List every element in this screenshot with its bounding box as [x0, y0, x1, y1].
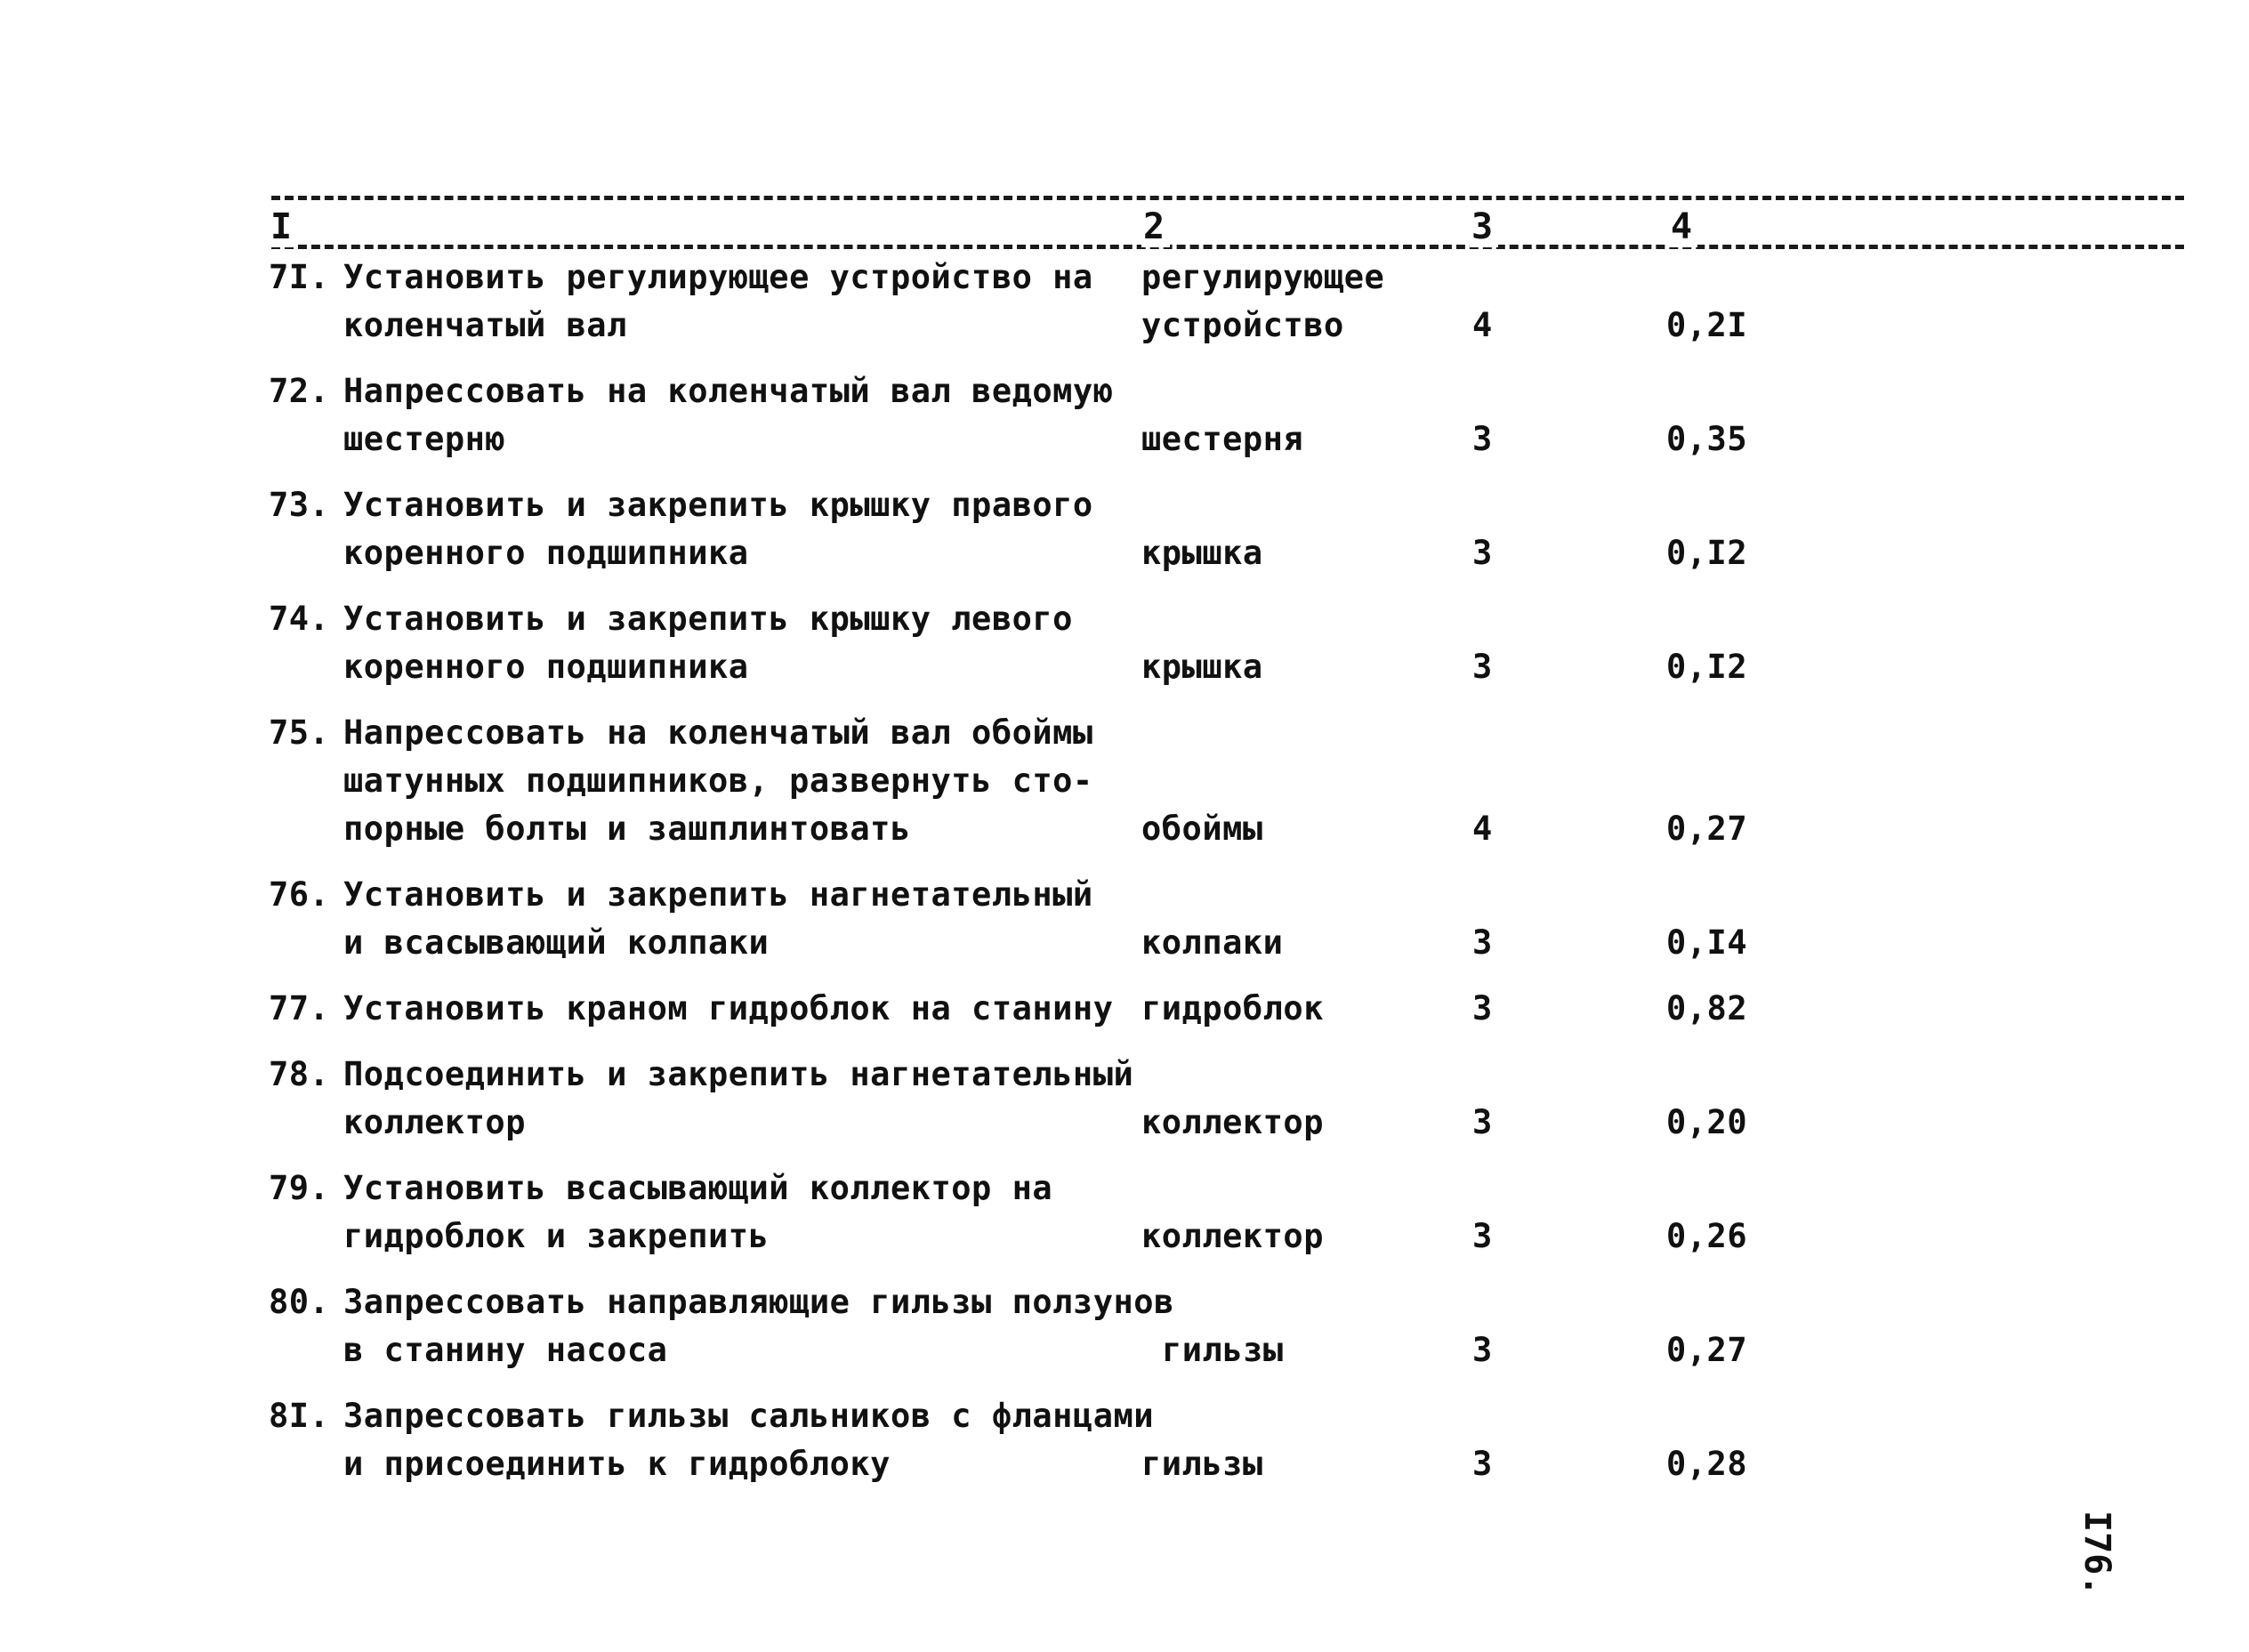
table-row: [0, 709, 2249, 853]
page-number: I76.: [2076, 1511, 2117, 1597]
category-value: 3: [1472, 1217, 1493, 1255]
table-row: [0, 871, 2249, 967]
time-value: 0,82: [1666, 989, 1748, 1027]
column-header-3: 3: [1470, 206, 1498, 247]
description-line: в станину насоса: [343, 1331, 668, 1369]
table-row: [0, 985, 2249, 1033]
description-line: коренного подшипника: [343, 534, 749, 572]
part-line: шестерня: [1141, 420, 1304, 458]
description-line: коренного подшипника: [343, 648, 749, 686]
part-line: колпаки: [1141, 923, 1284, 962]
part-name: [1141, 1440, 1263, 1488]
operation-description: [343, 1051, 1144, 1147]
part-line: крышка: [1141, 534, 1263, 572]
row-number: 7I.: [269, 258, 330, 296]
category-value: 3: [1472, 923, 1493, 962]
operation-description: [343, 985, 1144, 1033]
row-number: 75.: [269, 713, 330, 752]
operation-description: [343, 871, 1144, 967]
time-value: 0,20: [1666, 1103, 1748, 1141]
category-value: 3: [1472, 989, 1493, 1027]
row-number: 74.: [269, 600, 330, 638]
description-line: Установить регулирующее устройство на: [343, 258, 1093, 296]
row-number: 8I.: [269, 1397, 330, 1435]
time-value: 0,27: [1666, 1331, 1748, 1369]
operations-table: [0, 254, 2249, 1488]
operation-description: [343, 595, 1144, 691]
part-line: гильзы: [1162, 1331, 1284, 1369]
part-line: обоймы: [1141, 810, 1263, 848]
part-line: гильзы: [1141, 1445, 1263, 1483]
column-header-2: 2: [1141, 206, 1170, 247]
description-line: Напрессовать на коленчатый вал обоймы: [343, 713, 1093, 752]
table-row: [0, 1051, 2249, 1147]
table-row: [0, 367, 2249, 463]
time-value: 0,I2: [1666, 534, 1748, 572]
part-line: устройство: [1141, 306, 1344, 344]
category-value: 3: [1472, 534, 1493, 572]
description-line: коленчатый вал: [343, 306, 627, 344]
column-header-4: 4: [1669, 206, 1697, 247]
category-value: 4: [1472, 810, 1493, 848]
description-line: и всасывающий колпаки: [343, 923, 770, 962]
category-value: 3: [1472, 1445, 1493, 1483]
operation-description: [343, 709, 1144, 853]
part-name: [1141, 643, 1263, 691]
row-number: 77.: [269, 989, 330, 1027]
description-line: порные болты и зашплинтовать: [343, 810, 911, 848]
part-name: [1141, 1213, 1324, 1261]
part-name: [1141, 985, 1324, 1033]
part-line: крышка: [1141, 648, 1263, 686]
part-line: коллектор: [1141, 1103, 1324, 1141]
category-value: 3: [1472, 648, 1493, 686]
description-line: Установить краном гидроблок на станину: [343, 989, 1114, 1027]
operation-description: [343, 254, 1144, 350]
description-line: Запрессовать направляющие гильзы ползунов: [343, 1283, 1174, 1321]
row-number: 73.: [269, 486, 330, 524]
description-line: коллектор: [343, 1103, 526, 1141]
part-name: [1141, 1099, 1324, 1147]
table-row: [0, 1392, 2249, 1488]
row-number: 80.: [269, 1283, 330, 1321]
operation-description: [343, 1392, 1155, 1488]
table-row: [0, 595, 2249, 691]
table-row: [0, 1278, 2249, 1374]
header-dashed-rule: [271, 245, 2184, 249]
part-name: [1141, 805, 1263, 853]
column-header-1: I: [269, 206, 297, 247]
description-line: гидроблок и закрепить: [343, 1217, 770, 1255]
time-value: 0,35: [1666, 420, 1748, 458]
part-line: регулирующее: [1141, 258, 1385, 296]
description-line: шатунных подшипников, развернуть сто-: [343, 762, 1093, 800]
category-value: 3: [1472, 1331, 1493, 1369]
description-line: Напрессовать на коленчатый вал ведомую: [343, 372, 1114, 410]
table-row: [0, 254, 2249, 350]
time-value: 0,2I: [1666, 306, 1748, 344]
part-line: коллектор: [1141, 1217, 1324, 1255]
row-number: 79.: [269, 1169, 330, 1207]
operation-description: [343, 367, 1144, 463]
time-value: 0,26: [1666, 1217, 1748, 1255]
time-value: 0,28: [1666, 1445, 1748, 1483]
row-number: 72.: [269, 372, 330, 410]
row-number: 76.: [269, 875, 330, 914]
part-name: [1141, 529, 1263, 577]
description-line: Запрессовать гильзы сальников с фланцами: [343, 1397, 1155, 1435]
part-name: [1141, 415, 1303, 463]
description-line: Установить всасывающий коллектор на: [343, 1169, 1053, 1207]
part-line: гидроблок: [1141, 989, 1324, 1027]
operation-description: [343, 1278, 1174, 1374]
category-value: 3: [1472, 1103, 1493, 1141]
operation-description: [343, 1164, 1144, 1261]
category-value: 3: [1472, 420, 1493, 458]
table-row: [0, 1164, 2249, 1261]
description-line: и присоединить к гидроблоку: [343, 1445, 891, 1483]
table-row: [0, 481, 2249, 577]
category-value: 4: [1472, 306, 1493, 344]
top-dashed-rule: [271, 196, 2184, 200]
part-name: [1141, 919, 1283, 967]
time-value: 0,I2: [1666, 648, 1748, 686]
time-value: 0,I4: [1666, 923, 1748, 962]
part-name: [1141, 254, 1384, 350]
description-line: Установить и закрепить крышку правого: [343, 486, 1093, 524]
description-line: шестерню: [343, 420, 506, 458]
row-number: 78.: [269, 1055, 330, 1093]
operation-description: [343, 481, 1144, 577]
description-line: Установить и закрепить крышку левого: [343, 600, 1073, 638]
description-line: Установить и закрепить нагнетательный: [343, 875, 1093, 914]
part-name: [1162, 1326, 1284, 1374]
description-line: Подсоединить и закрепить нагнетательный: [343, 1055, 1134, 1093]
time-value: 0,27: [1666, 810, 1748, 848]
